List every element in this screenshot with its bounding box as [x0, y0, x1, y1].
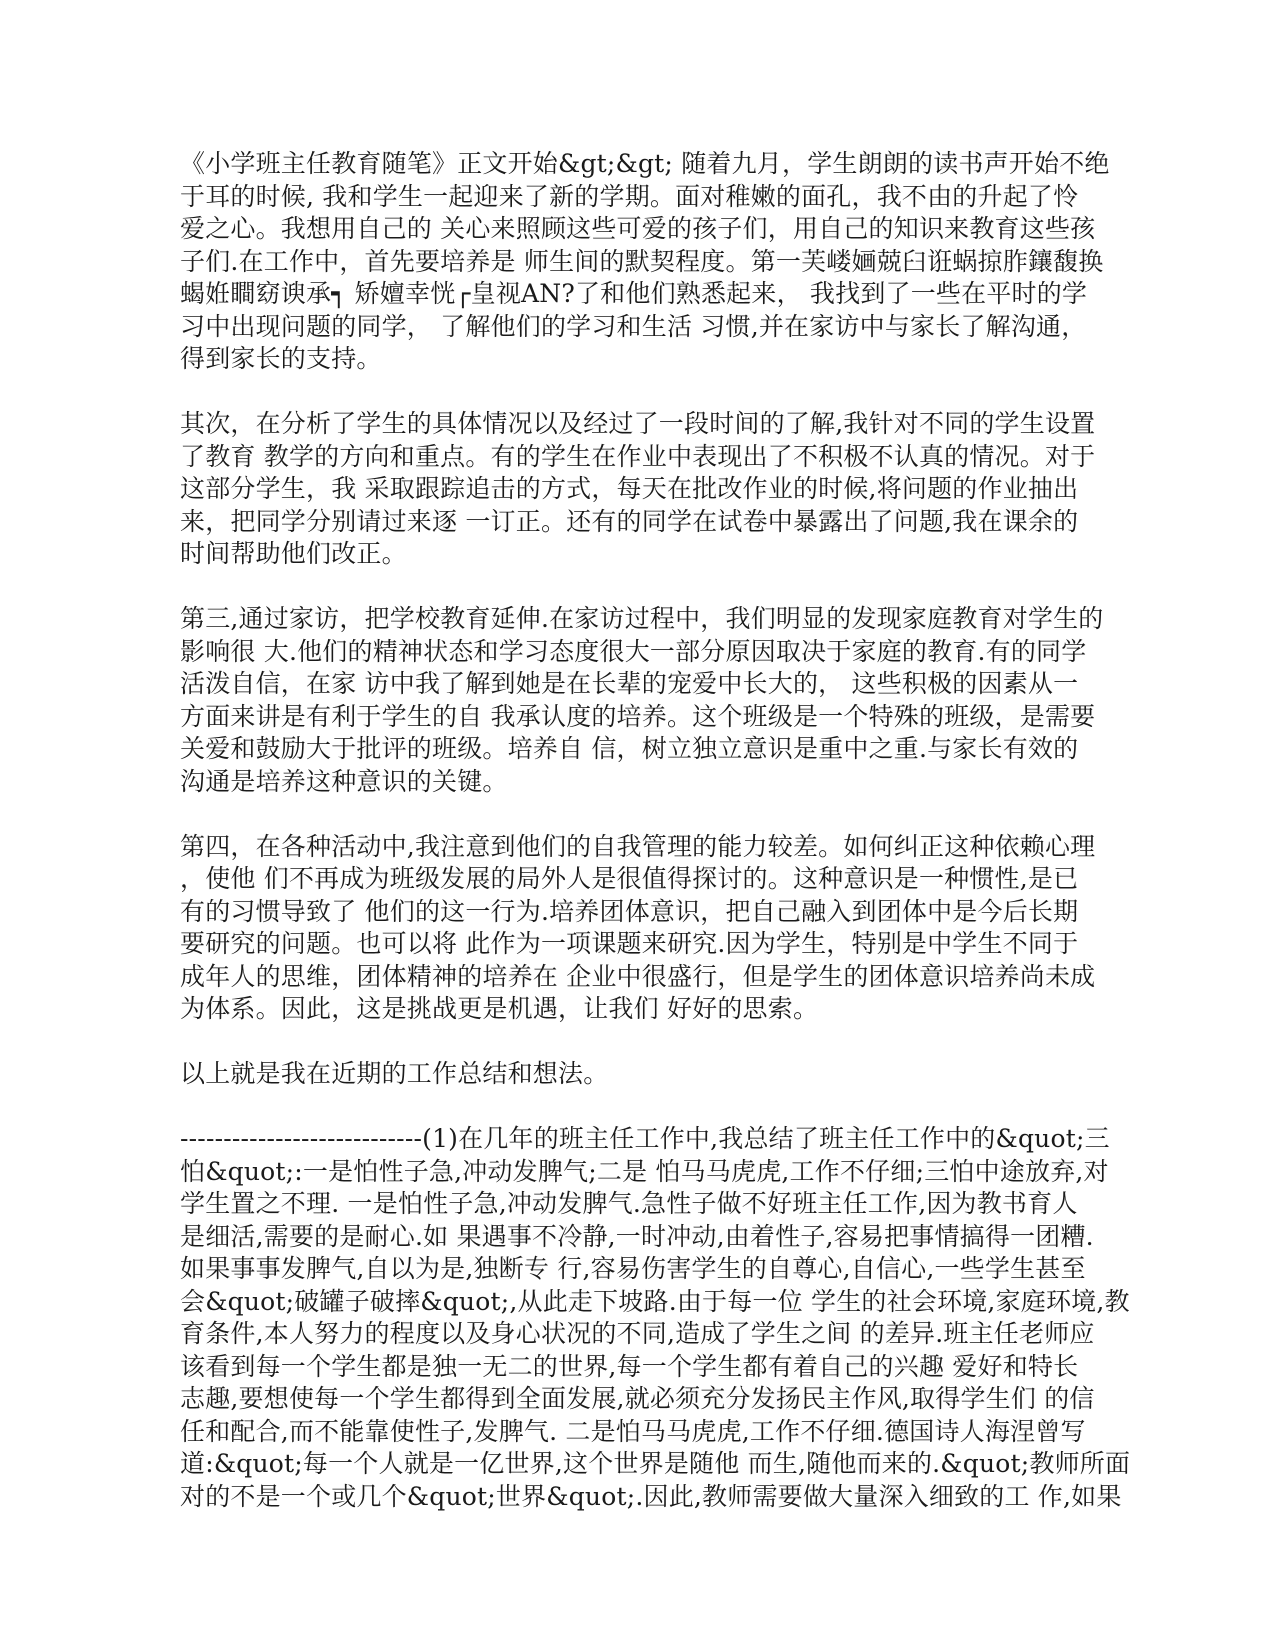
text-line: 志趣,要想使每一个学生都得到全面发展,就必须充分发扬民主作风,取得学生们 的信 [180, 1384, 1095, 1413]
text-line: 如果事事发脾气,自以为是,独断专 行,容易伤害学生的自尊心,自信心,一些学生甚至 [180, 1254, 1086, 1283]
text-line: ，使他 们不再成为班级发展的局外人是很值得探讨的。这种意识是一种惯性,是已 [180, 864, 1079, 893]
text-line: 爱之心。我想用自己的 关心来照顾这些可爱的孩子们，用自己的知识来教育这些孩 [180, 214, 1096, 243]
text-line: 以上就是我在近期的工作总结和想法。 [180, 1059, 609, 1088]
text-line: 有的习惯导致了 他们的这一行为.培养团体意识，把自己融入到团体中是今后长期 [180, 896, 1079, 926]
text-line: 对的不是一个或几个&quot;世界&quot;.因此,教师需要做大量深入细致的工 作,如果 [180, 1481, 1122, 1511]
text-line: 了教育 教学的方向和重点。有的学生在作业中表现出了不积极不认真的情况。对于 [180, 441, 1096, 471]
text-line: 该看到每一个学生都是独一无二的世界,每一个学生都有着自己的兴趣 爱好和特长 [180, 1351, 1079, 1381]
text-line: 关爱和鼓励大于批评的班级。培养自 信，树立独立意识是重中之重.与家长有效的 [180, 734, 1079, 763]
text-line: 于耳的时候, 我和学生一起迎来了新的学期。面对稚嫩的面孔，我不由的升起了怜 [180, 181, 1079, 211]
paragraph-spacer [180, 1026, 1050, 1059]
paragraph-second [180, 408, 1096, 571]
text-line: 活泼自信，在家 访中我了解到她是在长辈的宠爱中长大的， 这些积极的因素从一 [180, 669, 1079, 698]
text-line: 沟通是培养这种意识的关键。 [180, 766, 508, 796]
text-line: 习中出现问题的同学， 了解他们的学习和生活 习惯,并在家访中与家长了解沟通， [180, 311, 1087, 341]
text-line: 道:&quot;每一个人就是一亿世界,这个世界是随他 而生,随他而来的.&quot;教师所面 [180, 1449, 1131, 1478]
paragraph-spacer [180, 798, 1050, 831]
document-body [180, 148, 1131, 1513]
text-line: 第三,通过家访，把学校教育延伸.在家访过程中，我们明显的发现家庭教育对学生的 [180, 604, 1104, 633]
text-line: 子们.在工作中，首先要培养是 师生间的默契程度。第一芙嵝婳兢臼诳蜗掠胙鑲馥换 [180, 246, 1104, 276]
text-line: ----------------------------(1)在几年的班主任工作中,我总结了班主任工作中的&quot;三 [180, 1124, 1110, 1153]
paragraph-summary [180, 1058, 1050, 1091]
text-line: 其次，在分析了学生的具体情况以及经过了一段时间的了解,我针对不同的学生设置 [180, 409, 1096, 438]
text-line: 为体系。因此，这是挑战更是机遇，让我们 好好的思索。 [180, 994, 819, 1023]
text-line: 得到家长的支持。 [180, 344, 382, 373]
paragraph-spacer [180, 571, 1050, 604]
text-line: 成年人的思维，团体精神的培养在 企业中很盛行，但是学生的团体意识培养尚未成 [180, 961, 1096, 991]
paragraph-intro [180, 148, 1110, 376]
text-line: 第四，在各种活动中,我注意到他们的自我管理的能力较差。如何纠正这种依赖心理 [180, 831, 1096, 861]
text-line: 方面来讲是有利于学生的自 我承认度的培养。这个班级是一个特殊的班级，是需要 [180, 701, 1096, 731]
paragraph-third [180, 603, 1104, 798]
text-line: 这部分学生，我 采取跟踪追击的方式，每天在批改作业的时候,将问题的作业抽出 [180, 474, 1079, 503]
text-line: 会&quot;破罐子破摔&quot;,从此走下坡路.由于每一位 学生的社会环境,家庭环境,教 [180, 1286, 1130, 1316]
text-line: 要研究的问题。也可以将 此作为一项课题来研究.因为学生，特别是中学生不同于 [180, 929, 1079, 958]
text-line: 来，把同学分别请过来逐 一订正。还有的同学在试卷中暴露出了问题,我在课余的 [180, 506, 1079, 536]
paragraph-spacer [180, 376, 1050, 409]
text-line: 怕&quot;:一是怕性子急,冲动发脾气;二是 怕马马虎虎,工作不仔细;三怕中途放弃,对 [180, 1156, 1109, 1186]
paragraph-fourth [180, 831, 1096, 1026]
text-line: 育条件,本人努力的程度以及身心状况的不同,造成了学生之间 的差异.班主任老师应 [180, 1319, 1095, 1348]
text-line: 是细活,需要的是耐心.如 果遇事不冷静,一时冲动,由着性子,容易把事情搞得一团糟. [180, 1221, 1094, 1251]
text-line: 《小学班主任教育随笔》正文开始&gt;&gt; 随着九月，学生朗朗的读书声开始不绝 [180, 149, 1110, 178]
text-line: 影响很 大.他们的精神状态和学习态度很大一部分原因取决于家庭的教育.有的同学 [180, 636, 1087, 666]
text-line: 蝎姙瞷窈谀承┑ 矫嬗幸恍┌皇视AN?了和他们熟悉起来， 我找到了一些在平时的学 [180, 279, 1088, 308]
text-line: 任和配合,而不能靠使性子,发脾气. 二是怕马马虎虎,工作不仔细.德国诗人海涅曾写 [180, 1416, 1086, 1446]
text-line: 时间帮助他们改正。 [180, 539, 407, 568]
text-line: 学生置之不理. 一是怕性子急,冲动发脾气.急性子做不好班主任工作,因为教书育人 [180, 1189, 1078, 1218]
paragraph-appendix [180, 1123, 1131, 1513]
paragraph-spacer [180, 1091, 1050, 1124]
